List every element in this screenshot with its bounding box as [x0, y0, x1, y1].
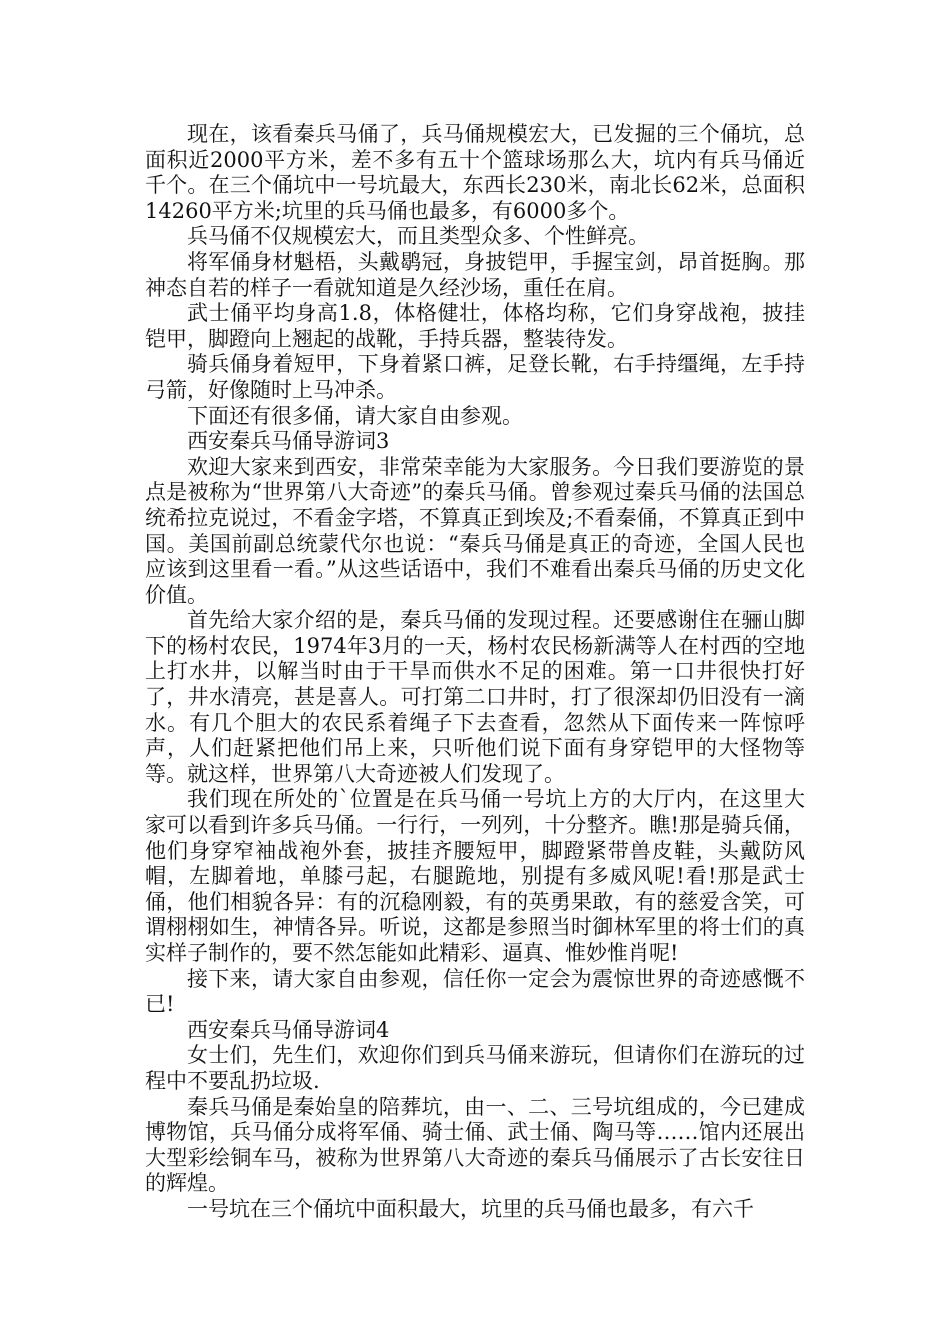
- paragraph-pit-one: 一号坑在三个俑坑中面积最大，坑里的兵马俑也最多，有六千: [187, 1196, 754, 1221]
- paragraph-greeting: 女士们，先生们，欢迎你们到兵马俑来游玩，但请你们在游玩的过程中不要乱扔垃圾.: [145, 1043, 805, 1093]
- paragraph-closing: 接下来，请大家自由参观，信任你一定会为震惊世界的奇迹感慨不已!: [145, 966, 805, 1017]
- section-heading-3: 西安秦兵马俑导游词3: [187, 429, 390, 454]
- paragraph-cavalry-figure: 骑兵俑身着短甲，下身着紧口裤，足登长靴，右手持缰绳，左手持弓箭，好像随时上马冲杀。: [145, 352, 805, 402]
- paragraph-terracotta-scale: 现在，该看秦兵马俑了，兵马俑规模宏大，已发掘的三个俑坑，总面积近2000平方米，差不多有五十个篮球场那么大，坑内有兵马俑近千个。在三个俑坑中一号坑最大，东西长230米，南北长62米，总面积14260平方米;坑里的兵马俑也最多，有6000多个。: [145, 122, 805, 223]
- paragraph-hall-pit-one: 我们现在所处的`位置是在兵马俑一号坑上方的大厅内，在这里大家可以看到许多兵马俑。一行行，一列列，十分整齐。瞧!那是骑兵俑，他们身穿窄袖战袍外套，披挂齐腰短甲，脚蹬紧带兽皮鞋，头戴防风帽，左脚着地，单膝弓起，右腿跪地，别提有多威风呢!看!那是武士俑，他们相貌各异：有的沉稳刚毅，有的英勇果敢，有的慈爱含笑，可谓栩栩如生，神情各异。听说，这都是参照当时御林军里的将士们的真实样子制作的，要不然怎能如此精彩、逼真、惟妙惟肖呢!: [145, 787, 805, 965]
- paragraph-free-visit: 下面还有很多俑，请大家自由参观。: [187, 403, 523, 428]
- paragraph-terracotta-variety: 兵马俑不仅规模宏大，而且类型众多、个性鲜亮。: [187, 224, 649, 249]
- paragraph-museum-intro: 秦兵马俑是秦始皇的陪葬坑，由一、二、三号坑组成的，今已建成博物馆，兵马俑分成将军俑、骑士俑、武士俑、陶马等……馆内还展出大型彩绘铜车马，被称为世界第八大奇迹的秦兵马俑展示了古长安往日的辉煌。: [145, 1094, 805, 1196]
- paragraph-discovery: 首先给大家介绍的是，秦兵马俑的发现过程。还要感谢住在骊山脚下的杨村农民，1974年3月的一天，杨村农民杨新满等人在村西的空地上打水井，以解当时由于干旱而供水不足的困难。第一口井很快打好了，井水清亮，甚是喜人。可打第二口井时，打了很深却仍旧没有一滴水。有几个胆大的农民系着绳子下去查看，忽然从下面传来一阵惊呼声，人们赶紧把他们吊上来，只听他们说下面有身穿铠甲的大怪物等等。就这样，世界第八大奇迹被人们发现了。: [145, 608, 805, 786]
- paragraph-welcome: 欢迎大家来到西安，非常荣幸能为大家服务。今日我们要游览的景点是被称为“世界第八大奇迹”的秦兵马俑。曾参观过秦兵马俑的法国总统希拉克说过，不看金字塔，不算真正到埃及;不看秦俑，不算真正到中国。美国前副总统蒙代尔也说：“秦兵马俑是真正的奇迹，全国人民也应该到这里看一看。”从这些话语中，我们不难看出秦兵马俑的历史文化价值。: [145, 454, 805, 607]
- document-page: [145, 122, 805, 1223]
- section-heading-4: 西安秦兵马俑导游词4: [187, 1017, 390, 1042]
- paragraph-warrior-figure: 武士俑平均身高1.8，体格健壮，体格均称，它们身穿战袍，披挂铠甲，脚蹬向上翘起的战靴，手持兵器，整装待发。: [145, 301, 805, 351]
- paragraph-general-figure: 将军俑身材魁梧，头戴鹖冠，身披铠甲，手握宝剑，昂首挺胸。那神态自若的样子一看就知道是久经沙场，重任在肩。: [145, 249, 805, 300]
